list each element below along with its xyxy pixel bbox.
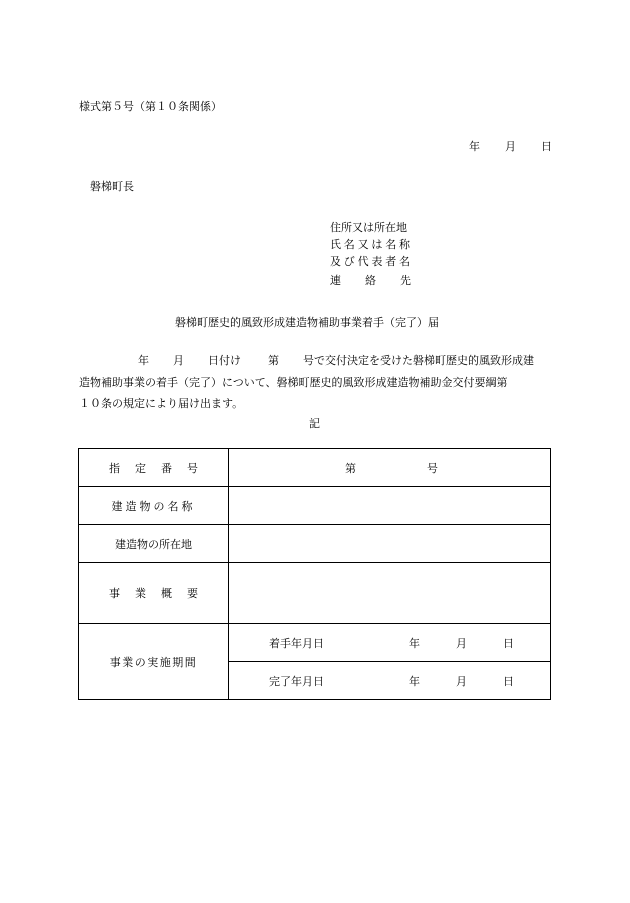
form-number: 様式第５号（第１０条関係） xyxy=(79,100,222,113)
summary-value-cell[interactable] xyxy=(229,563,551,624)
designation-char-3: 番 xyxy=(161,461,172,475)
building-location-label: 建造物の所在地 xyxy=(115,537,192,551)
designation-value-cell[interactable] xyxy=(229,449,551,487)
name-label: 氏名又は名称 xyxy=(330,238,413,251)
period-label-cell xyxy=(79,624,229,700)
designation-char-2: 定 xyxy=(135,461,146,475)
building-name-value-cell[interactable] xyxy=(229,487,551,525)
row-summary xyxy=(79,563,551,624)
body-line3: １０条の規定により届け出ます。 xyxy=(79,397,244,410)
summary-char-2: 業 xyxy=(135,587,146,600)
building-name-label-cell xyxy=(79,487,229,525)
body-date-suffix: 日付け xyxy=(208,354,241,367)
designation-dai: 第 xyxy=(345,461,356,475)
start-month: 月 xyxy=(456,636,467,650)
contact-label-2: 絡 xyxy=(365,274,376,287)
start-year: 年 xyxy=(409,636,420,650)
end-date-label: 完了年月日 xyxy=(269,674,324,688)
end-day: 日 xyxy=(503,674,514,688)
start-day: 日 xyxy=(503,636,514,650)
end-date-cell[interactable] xyxy=(229,662,551,700)
row-period-start xyxy=(79,624,551,662)
building-name-label: 建造物の名称 xyxy=(111,499,196,513)
row-building-name xyxy=(79,487,551,525)
addressee: 磐梯町長 xyxy=(90,180,134,193)
body-line1-rest: 号で交付決定を受けた磐梯町歴史的風致形成建 xyxy=(303,354,534,367)
body-number-prefix: 第 xyxy=(268,354,279,367)
body-line2: 造物補助事業の着手（完了）について、磐梯町歴史的風致形成建造物補助金交付要綱第 xyxy=(79,376,508,389)
document-title: 磐梯町歴史的風致形成建造物補助事業着手（完了）届 xyxy=(175,316,439,329)
date-month: 月 xyxy=(505,140,516,153)
designation-char-1: 指 xyxy=(109,461,120,475)
application-form-table xyxy=(78,448,551,700)
start-date-label: 着手年月日 xyxy=(269,636,324,650)
row-building-location xyxy=(79,525,551,563)
designation-go: 号 xyxy=(427,461,438,475)
address-label: 住所又は所在地 xyxy=(330,221,407,234)
end-month: 月 xyxy=(456,674,467,688)
period-label: 事業の実施期間 xyxy=(109,655,198,669)
date-day: 日 xyxy=(541,140,552,153)
representative-label: 及び代表者名 xyxy=(330,255,413,268)
body-year: 年 xyxy=(138,354,149,367)
summary-char-1: 事 xyxy=(109,587,120,600)
ki-mark: 記 xyxy=(309,417,320,430)
designation-char-4: 号 xyxy=(187,461,198,475)
contact-label-1: 連 xyxy=(330,274,341,287)
summary-label-cell xyxy=(79,563,229,624)
designation-label-cell xyxy=(79,449,229,487)
building-location-label-cell xyxy=(79,525,229,563)
start-date-cell[interactable] xyxy=(229,624,551,662)
contact-label-3: 先 xyxy=(400,274,411,287)
summary-char-4: 要 xyxy=(187,587,198,600)
row-designation xyxy=(79,449,551,487)
end-year: 年 xyxy=(409,674,420,688)
building-location-value-cell[interactable] xyxy=(229,525,551,563)
body-month: 月 xyxy=(173,354,184,367)
summary-char-3: 概 xyxy=(161,587,172,600)
date-year: 年 xyxy=(469,140,480,153)
